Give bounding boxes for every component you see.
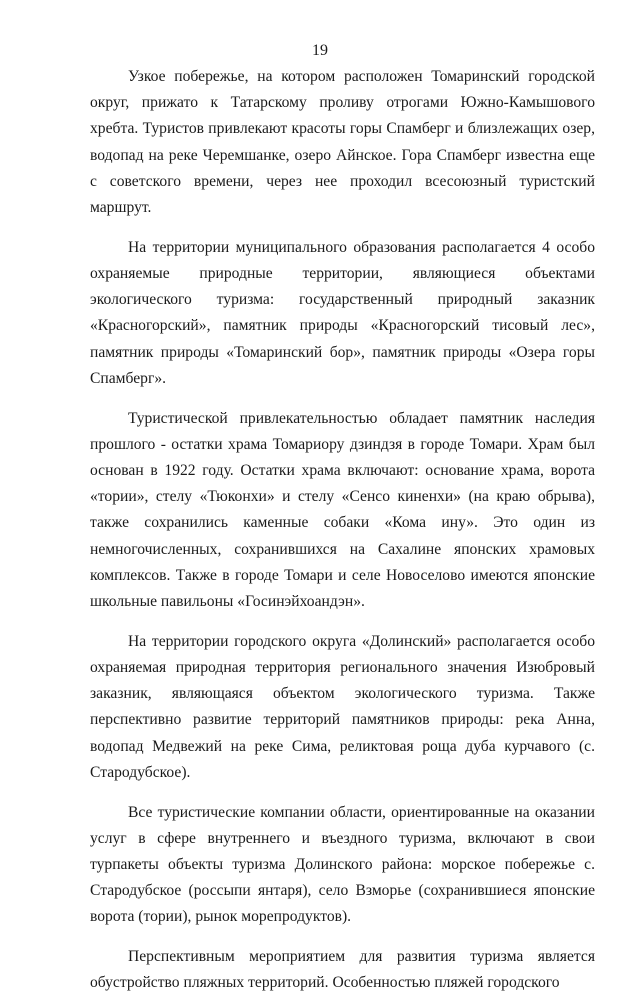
paragraph-protected-areas: На территории муниципального образования располагается 4 особо охраняемые природные территории, являющиеся объектами экологического туризма: государственный природный заказник «Красногорский», памятник природы «Красногорский тисовый лес», памятник природы «Томаринский бор», памятник природы «Озера горы Спамберг». xyxy=(90,238,595,387)
paragraph-tomarinsky-coast: Узкое побережье, на котором расположен Томаринский городской округ, прижато к Татарскому проливу отрогами Южно-Камышового хребта. Туристов привлекают красоты горы Спамберг и близлежащих озер, водопад на реке Черемшанке, озеро Айнское. Гора Спамберг известна еще с советского времени, через нее проходил всесоюзный туристский маршрут. xyxy=(90,68,595,217)
paragraph-beach-development: Перспективным мероприятием для развития туризма является обустройство пляжных территорий. Особенностью пляжей городского xyxy=(90,948,595,992)
paragraph-dolinsky-district: На территории городского округа «Долинский» располагается особо охраняемая природная территория регионального значения Изюбровый заказник, являющаяся объектом экологического туризма. Также перспективно развитие территорий памятников природы: река Анна, водопад Медвежий на реке Сима, реликтовая роща дуба курчавого (с. Стародубское). xyxy=(90,632,595,781)
document-body xyxy=(90,64,595,997)
paragraph-tour-packages: Все туристические компании области, ориентированные на оказании услуг в сфере внутреннего и въездного туризма, включают в свои турпакеты объекты туризма Долинского района: морское побережье с. Стародубское (россыпи янтаря), село Взморье (сохранившиеся японские ворота (тории), рынок морепродуктов). xyxy=(90,803,595,926)
page-number: 19 xyxy=(312,42,328,59)
paragraph-temple-heritage: Туристической привлекательностью обладает памятник наследия прошлого - остатки храма Томариору дзиндзя в городе Томари. Храм был основан в 1922 году. Остатки храма включают: основание храма, ворота «тории», стелу «Тюконхи» и стелу «Сенсо киненхи» (на краю обрыва), также сохранились каменные собаки «Кома ину». Это один из немногочисленных, сохранившихся на Сахалине японских храмовых комплексов. Также в городе Томари и селе Новоселово имеются японские школьные павильоны «Госинэйхоандэн». xyxy=(90,409,595,611)
